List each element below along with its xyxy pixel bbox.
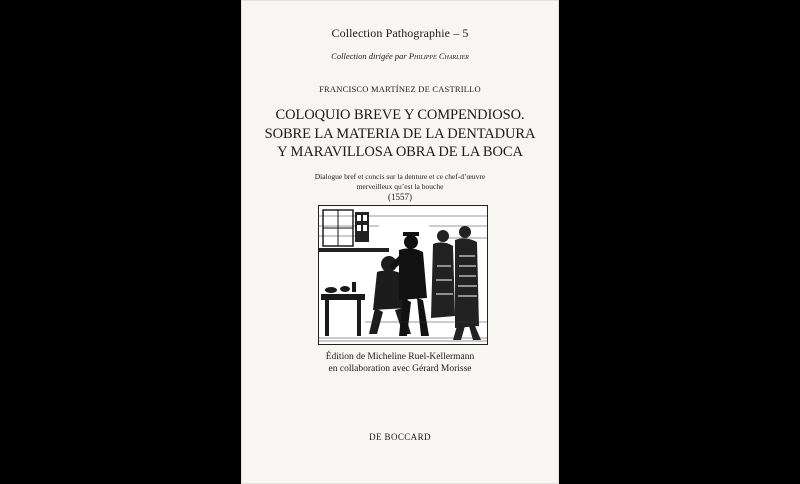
subtitle-line: merveilleux qu’est la bouche xyxy=(356,182,444,191)
series-director xyxy=(241,51,559,61)
book-cover xyxy=(241,0,559,484)
title-line: Y MARAVILLOSA OBRA DE LA BOCA xyxy=(277,144,523,160)
title-line: COLOQUIO BREVE Y COMPENDIOSO. xyxy=(275,107,525,123)
director-name: Philippe Charlier xyxy=(408,51,469,61)
edition-line: en collaboration avec Gérard Morisse xyxy=(328,364,472,374)
series-title: Collection Pathographie – 5 xyxy=(331,26,469,40)
woodcut-drawing xyxy=(319,206,487,344)
woodcut-illustration xyxy=(318,205,488,345)
book-title xyxy=(241,106,559,162)
edition-line: Édition de Micheline Ruel-Kellermann xyxy=(325,352,475,362)
publication-year: (1557) xyxy=(388,192,412,202)
director-prefix: Collection dirigée par xyxy=(331,51,409,61)
edition-credits xyxy=(241,351,559,375)
author-name: FRANCISCO MARTÍNEZ DE CASTRILLO xyxy=(319,84,481,94)
subtitle-line: Dialogue bref et concis sur la denture et ce chef-d’œuvre xyxy=(314,172,486,181)
publisher-name: DE BOCCARD xyxy=(369,432,431,442)
subtitle xyxy=(241,172,559,192)
title-line: SOBRE LA MATERIA DE LA DENTADURA xyxy=(264,125,536,142)
